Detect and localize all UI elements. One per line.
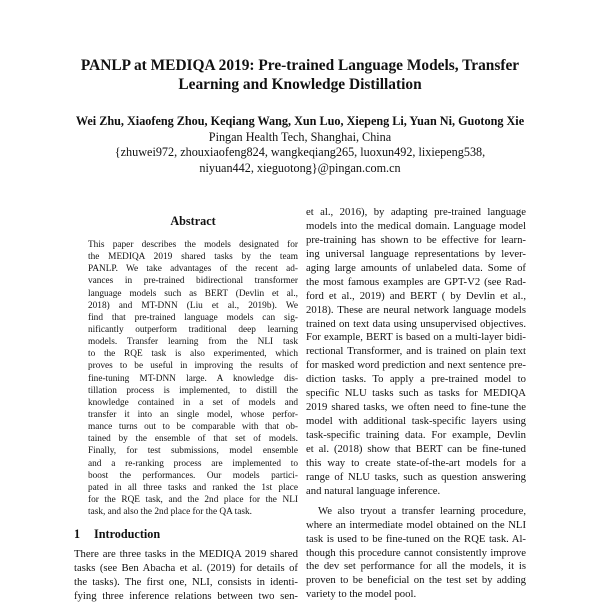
abstract-line: tillation process is implemented, to distill the (88, 385, 298, 396)
body-line: tasks (see Ben Abacha et al. (2019) for details of (74, 562, 298, 575)
body-line: fying three inference relations between two sen- (74, 590, 298, 603)
body-line: ford et al., 2019) and BERT ( by Devlin et al., (306, 289, 526, 302)
abstract-line: for the RQE task, and the 2nd place for the NLI (88, 494, 298, 505)
abstract-line: PANLP. We take advantages of the recent ad- (88, 264, 298, 275)
body-paragraph (306, 206, 526, 499)
body-line: specific NLU tasks such as tasks for MEDIQA (306, 387, 526, 400)
abstract-line: task, and also the 2nd place for the QA task. (88, 507, 252, 518)
body-line: the most famous examples are GPT-V2 (see Rad- (306, 275, 526, 288)
section-heading-introduction (74, 527, 298, 542)
abstract-line: the MEDIQA 2019 shared tasks by the team (88, 252, 298, 263)
section-title: Introduction (94, 527, 161, 542)
body-line: trained on text data using unsupervised objectives. (306, 317, 526, 330)
body-line: range of NLU tasks, such as question answering (306, 470, 526, 483)
body-line: 2018). These are neural network language models (306, 303, 526, 316)
abstract-line: pated in all three tasks and ranked the 1st place (88, 482, 298, 493)
body-line: ing universal language representations by lever- (306, 247, 526, 260)
abstract-line: knowledge contained in a set of models and (88, 397, 298, 408)
abstract-line: nificantly outperform traditional deep learning (88, 324, 298, 335)
body-line: pre-training has shown to be effective for learn- (306, 233, 526, 246)
body-line: proven to be beneficial on the test set by adding (306, 574, 526, 587)
abstract-heading: Abstract (170, 214, 216, 228)
body-line: variety to the model pool. (306, 588, 417, 601)
abstract-line: to the RQE task is also experimented, which (88, 349, 298, 360)
paper-title (40, 56, 560, 94)
body-line: We also tryout a transfer learning procedure, (318, 504, 526, 517)
body-line: where an intermediate model obtained on the NLI (306, 518, 526, 531)
left-column (74, 206, 298, 604)
title-line: Learning and Knowledge Distillation (178, 76, 422, 93)
body-line: this way to create state-of-the-art models for a (306, 456, 526, 469)
section-number: 1 (74, 527, 81, 542)
author-block (40, 114, 560, 176)
abstract-line: proves to be useful in improving the results of (88, 361, 298, 372)
title-line: PANLP at MEDIQA 2019: Pre-trained Language Models, Transfer (80, 57, 520, 74)
body-line: task-specific training data. For example, Devlin (306, 429, 526, 441)
body-line: the tasks). The first one, NLI, consists in identi- (74, 576, 298, 589)
abstract-line: and a re-ranking process are implemented to (88, 458, 298, 469)
abstract-line: models. Transfer learning from the NLI task (88, 337, 298, 348)
body-line: task is used to be fine-tuned on the RQE task. Al- (306, 532, 526, 545)
body-line: et al. (2018) show that BERT can be fine-tuned (306, 442, 526, 455)
body-line: model with additional task-specific layers using (306, 415, 526, 428)
abstract-line: boost the performances. Our models partici- (88, 470, 298, 481)
body-line: the dev set performance for all the models, it is (306, 560, 526, 573)
email-line: niyuan442, xieguotong}@pingan.com.cn (199, 160, 401, 175)
abstract-line: 2018) and MT-DNN (Liu et al., 2019b). We (88, 300, 298, 311)
abstract-line: mance turns out to be comparable with that ob- (88, 422, 298, 433)
abstract-line: transfer it into an single model, whose perfor- (88, 409, 298, 420)
body-line: et al., 2016), by adapting pre-trained language (306, 206, 526, 218)
body-line: and natural language inference. (306, 484, 441, 497)
abstract-line: language models such as BERT (Devlin et al., (88, 288, 298, 299)
body-line: though this procedure cannot consistently improve (306, 546, 526, 559)
body-line: For example, BERT is based on a multi-layer bidi- (306, 331, 526, 344)
abstract-line: find that pre-trained language models can sig- (88, 312, 298, 323)
right-column (306, 206, 526, 602)
body-line: There are three tasks in the MEDIQA 2019 shared (74, 548, 298, 561)
abstract-line: vances in pre-trained bidirectional transformer (88, 276, 298, 287)
body-line: 2019 shared tasks, we often need to fine-tune the (306, 401, 526, 414)
body-line: diction tasks. To apply a pre-trained model to (306, 373, 526, 386)
introduction-body (74, 548, 298, 604)
body-line: models into the medical domain. Language model (306, 219, 526, 232)
body-line: for masked word prediction and next sentence pre- (306, 359, 526, 372)
body-line: rectional Transformer, and is trained on plain text (306, 345, 526, 358)
abstract-line: fine-tuning MT-DNN large. A knowledge dis- (88, 373, 298, 384)
abstract-line: tained by the ensemble of that set of models. (88, 434, 298, 445)
affiliation: Pingan Health Tech, Shanghai, China (208, 129, 392, 144)
abstract-line: This paper describes the models designated for (88, 240, 298, 250)
author-names: Wei Zhu, Xiaofeng Zhou, Keqiang Wang, Xun Luo, Xiepeng Li, Yuan Ni, Guotong Xie (75, 114, 525, 128)
body-line: aging large amounts of unlabeled data. Some of (306, 261, 526, 274)
email-line: {zhuwei972, zhouxiaofeng824, wangkeqiang265, luoxun492, lixiepeng538, (114, 145, 486, 160)
abstract-body (88, 239, 298, 518)
body-paragraph (306, 505, 526, 603)
abstract-line: Finally, for test submissions, model ensemble (88, 446, 298, 457)
